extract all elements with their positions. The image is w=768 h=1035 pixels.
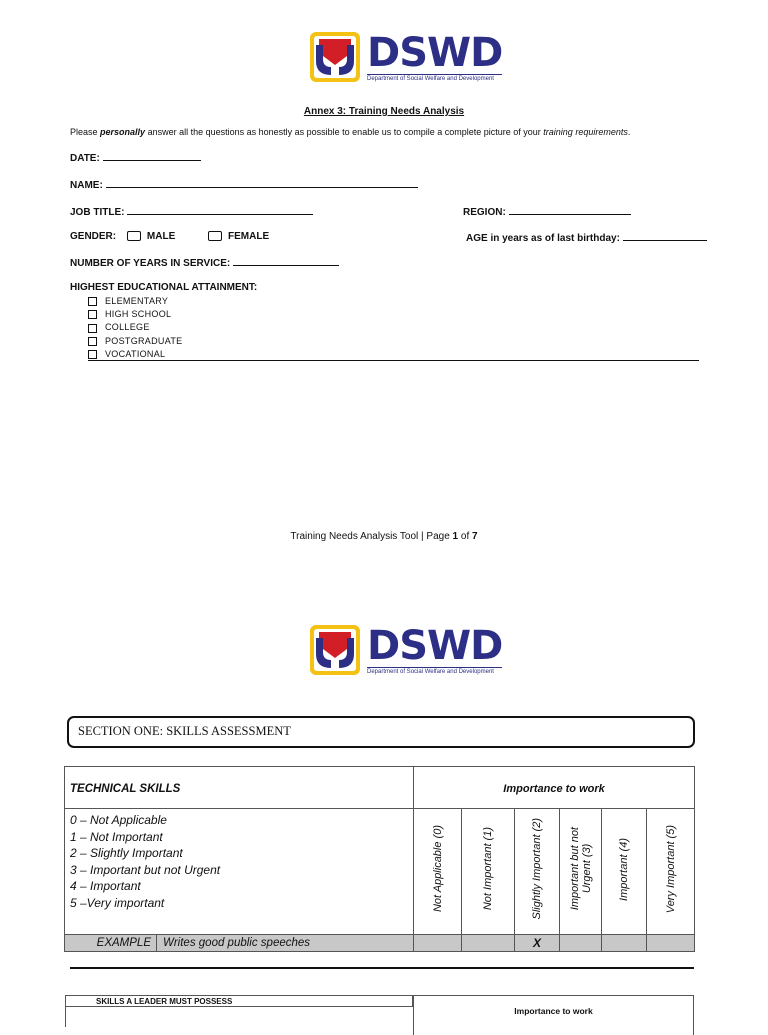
importance-scale-legend: 0 – Not Applicable 1 – Not Important 2 – Slightly Important 3 – Important but not Urgent 4 – Important 5 –Very important	[65, 809, 414, 935]
technical-skills-table	[64, 766, 695, 952]
education-option[interactable]: ELEMENTARY	[88, 295, 182, 308]
column-header: Important (4)	[618, 837, 631, 901]
dswd-logo	[309, 624, 502, 676]
education-option[interactable]: HIGH SCHOOL	[88, 308, 182, 321]
logo-wordmark: DSWD	[367, 29, 503, 76]
female-checkbox[interactable]	[208, 231, 222, 241]
table-divider	[70, 967, 694, 969]
years-in-service-field[interactable]	[233, 256, 339, 266]
example-mark[interactable]: X	[515, 935, 560, 952]
education-label: HIGHEST EDUCATIONAL ATTAINMENT:	[70, 282, 258, 293]
example-label: EXAMPLE	[65, 935, 157, 952]
dswd-logo	[309, 31, 502, 83]
example-text: Writes good public speeches	[157, 935, 414, 952]
dswd-logo-mark	[309, 31, 361, 83]
page-footer: Training Needs Analysis Tool | Page 1 of 7	[290, 531, 478, 542]
job-title-field[interactable]	[127, 205, 313, 215]
column-header: Very Important (5)	[664, 824, 677, 914]
example-row	[65, 935, 695, 952]
leader-importance-header: Importance to work	[514, 1006, 593, 1016]
logo-wordmark: DSWD	[367, 622, 503, 669]
example-cell[interactable]	[414, 935, 462, 952]
column-header: Important but not Urgent (3)	[568, 827, 593, 911]
logo-subtitle: Department of Social Welfare and Development	[367, 74, 502, 82]
gender-male-option[interactable]: MALE	[127, 231, 175, 242]
name-label: NAME:	[70, 180, 103, 191]
male-checkbox[interactable]	[127, 231, 141, 241]
column-header: Slightly Important (2)	[531, 818, 544, 920]
section-title: SECTION ONE: SKILLS ASSESSMENT	[78, 724, 291, 738]
education-option[interactable]: COLLEGE	[88, 321, 182, 334]
date-label: DATE:	[70, 153, 100, 164]
example-cell[interactable]	[560, 935, 602, 952]
intro-text: Please personally answer all the questions as honestly as possible to enable us to compile a complete picture of your training requirements.	[70, 127, 631, 137]
leader-table-border	[65, 1007, 66, 1027]
checkbox[interactable]	[88, 324, 97, 333]
region-label: REGION:	[463, 207, 506, 218]
gender-female-option[interactable]: FEMALE	[208, 231, 269, 242]
checkbox[interactable]	[88, 310, 97, 319]
leader-skills-header: SKILLS A LEADER MUST POSSESS	[65, 995, 413, 1007]
document-title: Annex 3: Training Needs Analysis	[303, 106, 465, 117]
gender-label: GENDER:	[70, 231, 117, 242]
importance-header: Importance to work	[503, 782, 605, 795]
job-title-label: JOB TITLE:	[70, 207, 125, 218]
section-divider	[88, 360, 699, 361]
technical-skills-header: TECHNICAL SKILLS	[70, 782, 181, 795]
region-field[interactable]	[509, 205, 631, 215]
example-cell[interactable]	[647, 935, 695, 952]
checkbox[interactable]	[88, 297, 97, 306]
column-header: Not Applicable (0)	[431, 825, 444, 913]
logo-subtitle: Department of Social Welfare and Development	[367, 667, 502, 675]
example-cell[interactable]	[462, 935, 515, 952]
years-in-service-label: NUMBER OF YEARS IN SERVICE:	[70, 258, 231, 269]
column-header: Not Important (1)	[482, 827, 495, 911]
education-options	[88, 295, 182, 361]
example-cell[interactable]	[602, 935, 647, 952]
dswd-logo-mark	[309, 624, 361, 676]
name-field[interactable]	[106, 178, 418, 188]
date-field[interactable]	[103, 151, 201, 161]
age-label: AGE in years as of last birthday:	[466, 233, 620, 244]
education-option[interactable]: VOCATIONAL	[88, 348, 182, 361]
leader-importance-cell	[413, 995, 694, 1035]
age-field[interactable]	[623, 231, 707, 241]
checkbox[interactable]	[88, 350, 97, 359]
section-title-box	[67, 716, 695, 748]
education-option[interactable]: POSTGRADUATE	[88, 335, 182, 348]
checkbox[interactable]	[88, 337, 97, 346]
